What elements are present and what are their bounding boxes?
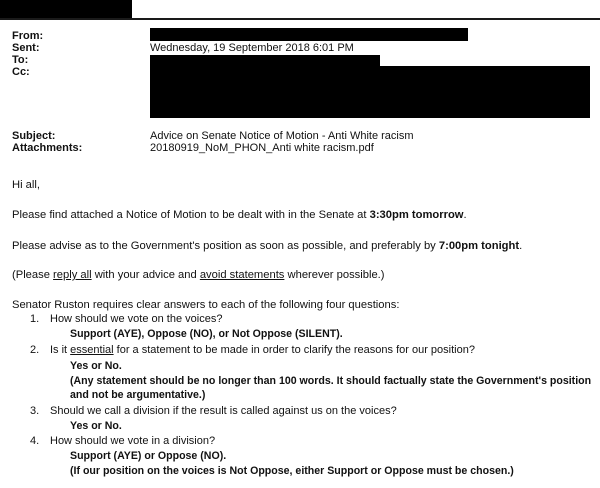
paragraph-notice-text: Please find attached a Notice of Motion to be dealt with in the Senate at: [12, 209, 370, 221]
reply-text-c: wherever possible.): [284, 269, 385, 281]
question-3-text: Should we call a division if the result is called against us on the voices?: [50, 405, 397, 417]
advise-time: 7:00pm tonight: [438, 240, 520, 252]
paragraph-advise-text: Please advise as to the Government's position as soon as possible, and preferably by: [12, 240, 439, 252]
reply-all-text: reply all: [53, 269, 92, 281]
reply-text-a: (Please: [12, 269, 54, 281]
question-4-note: (If our position on the voices is Not Oppose, either Support or Oppose must be chosen.): [70, 465, 514, 477]
subject-value: Advice on Senate Notice of Motion - Anti White racism: [150, 130, 414, 142]
sent-value: Wednesday, 19 September 2018 6:01 PM: [150, 42, 354, 54]
paragraph-reply: [12, 268, 596, 282]
greeting: Hi all,: [12, 179, 40, 191]
to-label: To:: [12, 54, 29, 66]
paragraph-notice: [12, 208, 596, 222]
cc-label: Cc:: [12, 66, 30, 78]
question-2-text-a: Is it: [50, 344, 71, 356]
reply-text-b: with your advice and: [91, 269, 200, 281]
notice-time: 3:30pm tomorrow: [369, 209, 464, 221]
question-1-number: 1.: [30, 313, 40, 325]
attachment-link[interactable]: 20180919_NoM_PHON_Anti white racism.pdf: [150, 142, 374, 154]
redaction-top: [0, 0, 132, 18]
paragraph-advise: [12, 239, 596, 253]
question-4-number: 4.: [30, 435, 40, 447]
header-rule: [0, 18, 600, 20]
question-3-answer: Yes or No.: [70, 420, 122, 432]
question-2-note-line1: (Any statement should be no longer than 100 words. It should factually state the Government's position: [70, 375, 592, 387]
essential-word: essential: [70, 344, 114, 356]
question-3-number: 3.: [30, 405, 40, 417]
subject-label: Subject:: [12, 130, 56, 142]
question-2-note-line2: and not be argumentative.): [70, 389, 206, 401]
paragraph-advise-end: .: [519, 240, 523, 252]
question-2-answer: Yes or No.: [70, 360, 122, 372]
question-4-text: How should we vote in a division?: [50, 435, 216, 447]
question-1-answer: Support (AYE), Oppose (NO), or Not Oppose (SILENT).: [70, 328, 343, 340]
paragraph-notice-end: .: [463, 209, 467, 221]
question-4-answer: Support (AYE) or Oppose (NO).: [70, 450, 227, 462]
redaction-cc: [150, 66, 590, 118]
from-label: From:: [12, 30, 44, 42]
sent-label: Sent:: [12, 42, 40, 54]
question-2-text: [50, 343, 475, 357]
question-1-text: How should we vote on the voices?: [50, 313, 223, 325]
avoid-statements-text: avoid statements: [199, 269, 285, 281]
question-2-number: 2.: [30, 344, 40, 356]
attachments-label: Attachments:: [12, 142, 83, 154]
redaction-from: [150, 28, 468, 41]
question-2-text-b: for a statement to be made in order to clarify the reasons for our position?: [113, 344, 475, 356]
questions-intro: Senator Ruston requires clear answers to each of the following four questions:: [12, 299, 400, 311]
